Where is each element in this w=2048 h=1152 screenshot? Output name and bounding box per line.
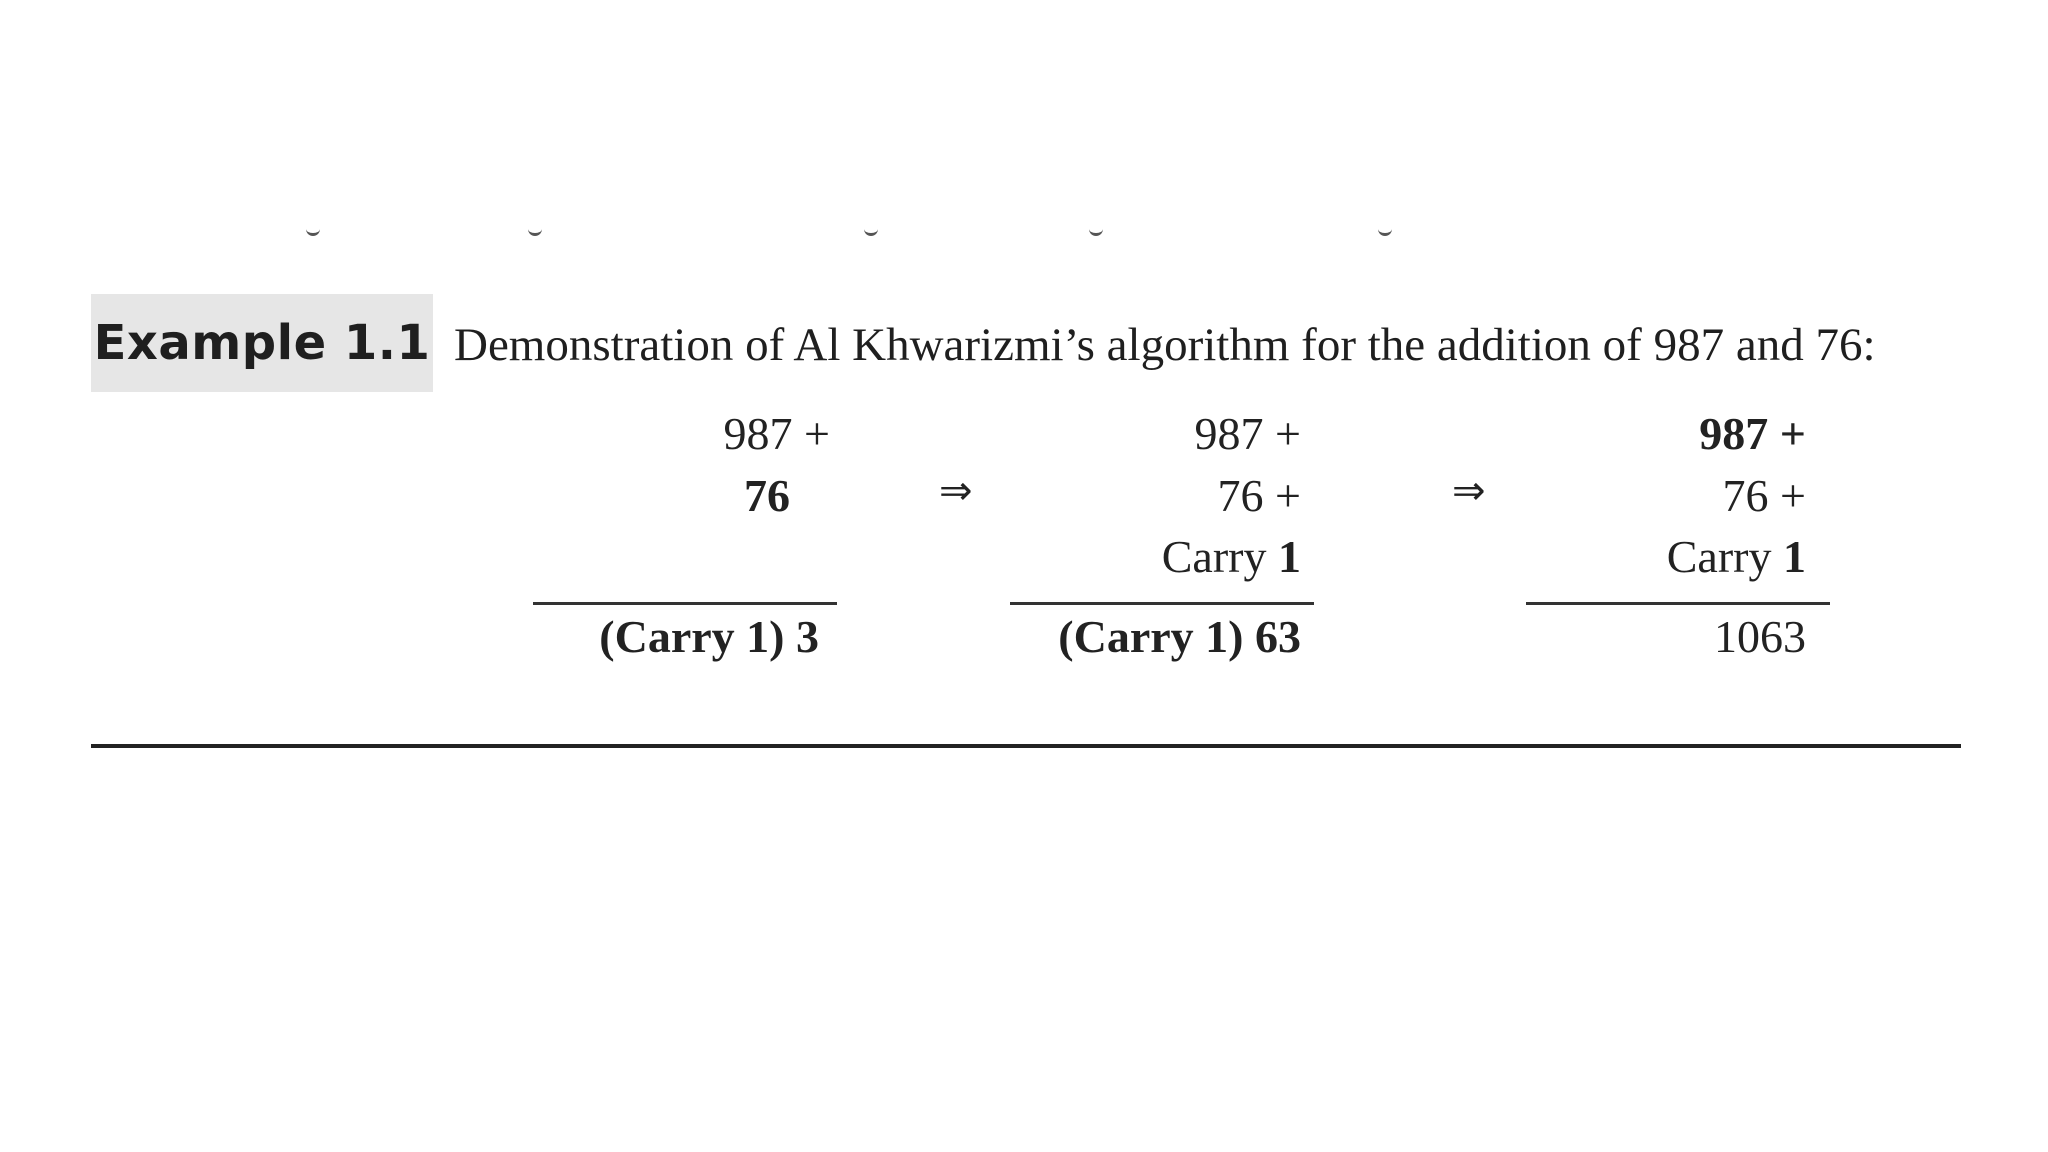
step-1-sum-rule <box>533 602 837 605</box>
section-divider <box>91 744 1961 748</box>
step-3-carry-word: Carry <box>1666 531 1772 582</box>
step-2-sum-rule <box>1010 602 1314 605</box>
step-2-carry-line <box>901 532 1301 582</box>
step-2-carry-word: Carry <box>1161 531 1267 582</box>
step-3-result: 1063 <box>1714 611 1806 662</box>
step-3-carry-line <box>1406 532 1806 582</box>
step-3-line-2: 76 + <box>1722 470 1806 521</box>
step-1-line-2: 76 <box>744 470 790 521</box>
step-2-result: (Carry 1) 63 <box>1058 611 1301 662</box>
step-2-line-2: 76 + <box>1217 470 1301 521</box>
scan-mark <box>864 228 878 236</box>
example-description: Demonstration of Al Khwarizmi’s algorithm for the addition of 987 and 76: <box>454 319 1876 371</box>
step-2-carry-value: 1 <box>1278 531 1301 582</box>
scan-artifacts <box>0 228 2048 240</box>
step-2-line-1: 987 + <box>1194 408 1301 459</box>
step-1-line-1: 987 + <box>723 408 830 459</box>
scan-mark <box>1378 228 1392 236</box>
implies-arrow-1: ⇒ <box>939 468 973 514</box>
scan-mark <box>306 228 320 236</box>
implies-arrow-2: ⇒ <box>1452 468 1486 514</box>
example-label: Example 1.1 <box>91 294 433 392</box>
step-1-result: (Carry 1) 3 <box>599 611 819 662</box>
scan-mark <box>1089 228 1103 236</box>
step-3-sum-rule <box>1526 602 1830 605</box>
step-3-line-1: 987 + <box>1699 408 1806 459</box>
step-3-carry-value: 1 <box>1783 531 1806 582</box>
scan-mark <box>528 228 542 236</box>
